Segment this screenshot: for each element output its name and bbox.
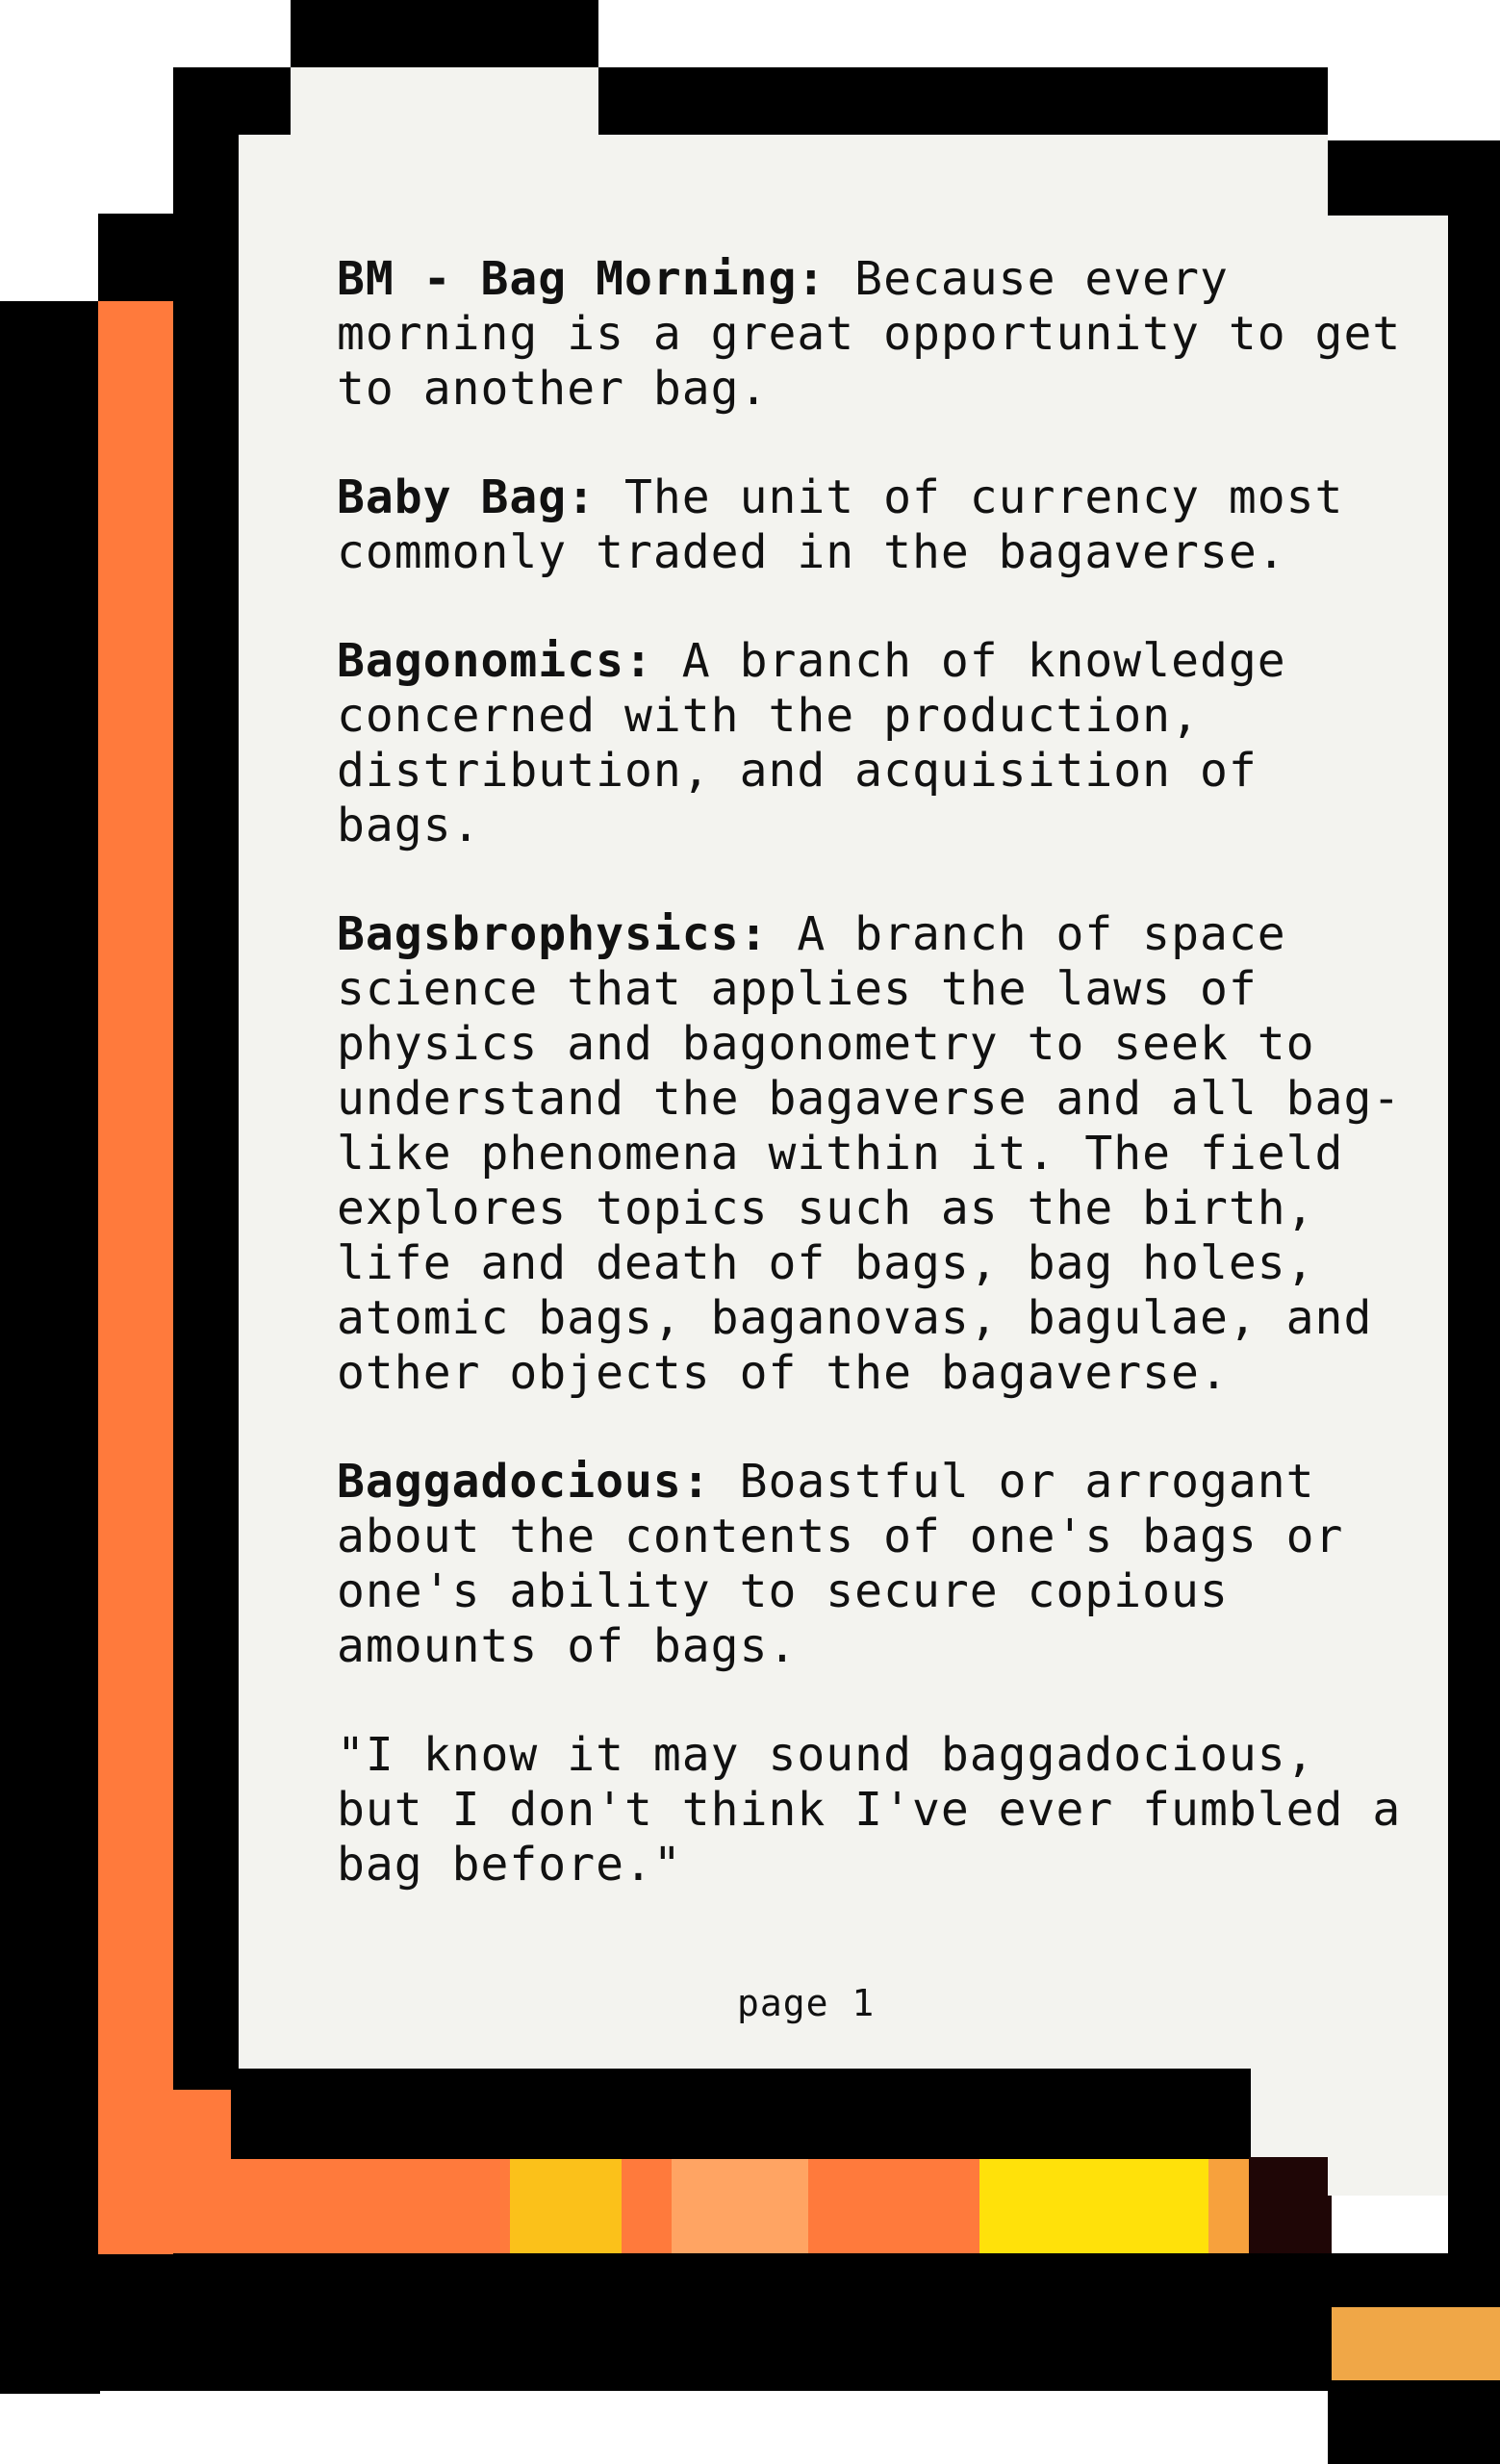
frame-outline-right-cap xyxy=(1328,140,1500,216)
bottom-band-peach xyxy=(672,2159,808,2253)
glossary-definition: A branch of knowledge concerned with the production, distribution, and acquisition of bags. xyxy=(337,634,1286,852)
glossary-term: Bagsbrophysics: xyxy=(337,907,769,961)
glossary-term: Baby Bag: xyxy=(337,470,597,524)
bottom-accent-amber xyxy=(1332,2307,1500,2380)
frame-outline-right-column xyxy=(1448,212,1500,2464)
frame-outline-bottom-base xyxy=(0,2253,1500,2391)
glossary-entry xyxy=(337,252,1424,417)
bottom-band-yellow xyxy=(979,2159,1208,2253)
glossary-term: Baggadocious: xyxy=(337,1455,711,1509)
example-quote: "I know it may sound baggadocious, but I don't think I've ever fumbled a bag before." xyxy=(337,1728,1402,1892)
frame-outline-left-step-2 xyxy=(98,214,175,304)
glossary-definition: The unit of currency most commonly traded in the bagaverse. xyxy=(337,470,1344,579)
back-sheet-left-strip xyxy=(98,301,173,2254)
middle-sheet-left-edge xyxy=(173,67,241,2090)
glossary-definition: Boastful or arrogant about the contents of one's bags or one's ability to secure copious amounts of bags. xyxy=(337,1455,1344,1673)
glossary-entry xyxy=(337,1455,1424,1674)
glossary-entry xyxy=(337,634,1424,853)
glossary-definition: A branch of space science that applies the laws of physics and bagonometry to seek to understand the bagaverse and all bag-like phenomena within it. The field explores topics such as the birth, life and death of bags, bag holes, atomic bags, baganovas, bagulae, and other objects of the bagaverse. xyxy=(337,907,1402,1400)
bottom-band-dark xyxy=(1249,2157,1332,2253)
glossary-entry xyxy=(337,907,1424,1401)
middle-sheet-bottom-edge xyxy=(231,2069,1251,2159)
page-number: page 1 xyxy=(737,1982,876,2024)
glossary-entry xyxy=(337,470,1424,580)
frame-outline-bottom-foot xyxy=(1328,2386,1500,2464)
bottom-band-orange-3 xyxy=(808,2159,979,2253)
page-surface-bottom-tab xyxy=(1251,2069,1328,2157)
frame-outline-top-bar xyxy=(598,67,1328,135)
bottom-band-orange-2 xyxy=(622,2159,672,2253)
glossary-term: Bagonomics: xyxy=(337,634,653,688)
bottom-band-orange-1 xyxy=(173,2159,510,2253)
frame-outline-left-column xyxy=(0,301,100,2394)
glossary-term: BM - Bag Morning: xyxy=(337,252,826,306)
bottom-band-gold xyxy=(510,2159,622,2253)
glossary-text-block xyxy=(337,252,1424,1892)
glossary-definition: Because every morning is a great opportunity to get to another bag. xyxy=(337,252,1402,416)
bottom-band-amber xyxy=(1208,2159,1249,2253)
frame-outline-top-tab xyxy=(291,0,598,67)
